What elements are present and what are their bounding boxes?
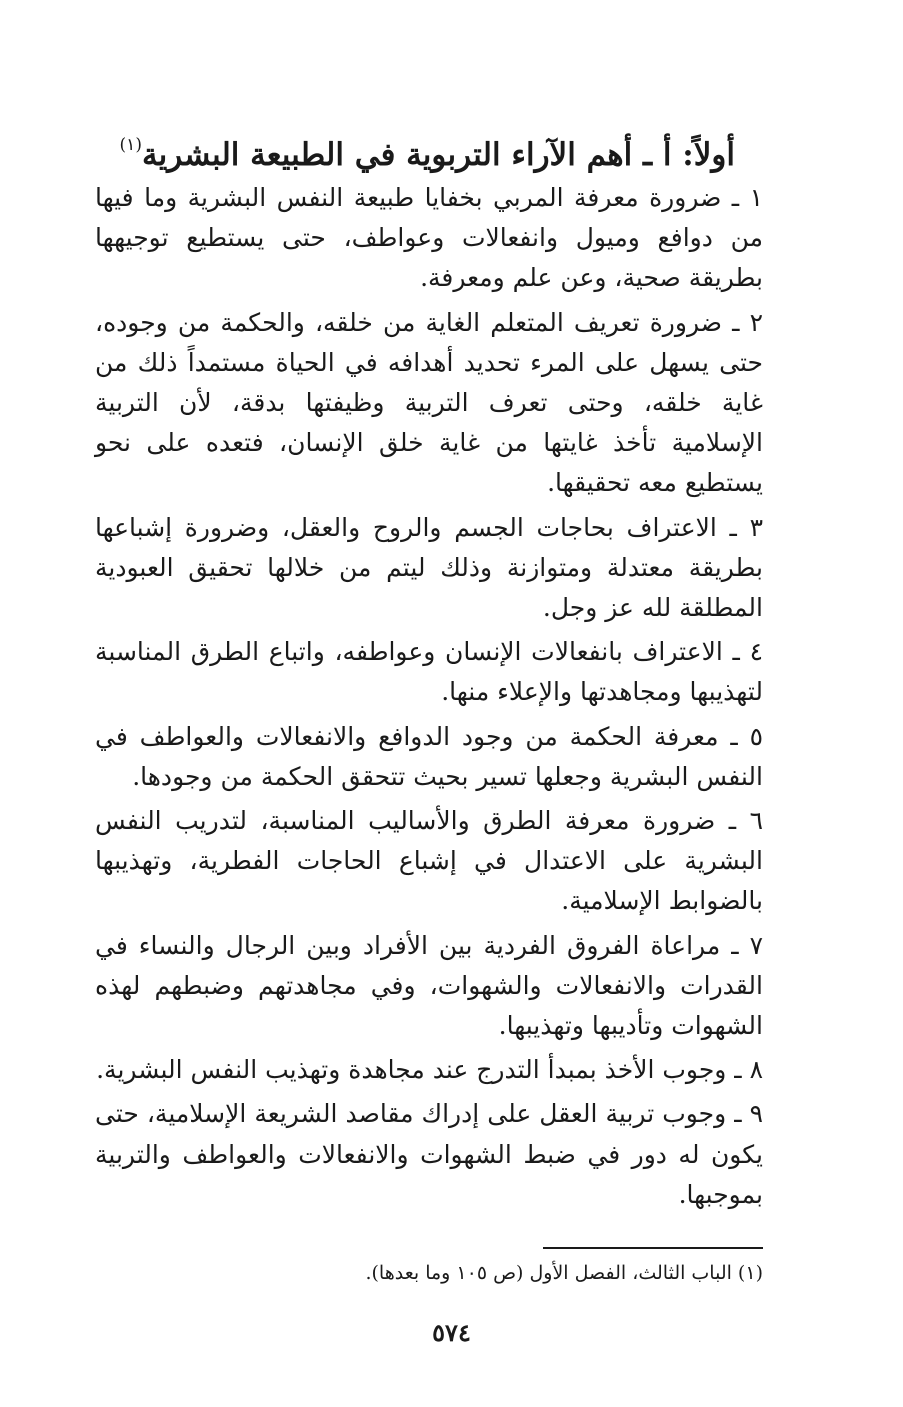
- paragraph-6: ٦ ـ ضرورة معرفة الطرق والأساليب المناسبة، لتدريب النفس البشرية على الاعتدال في إشباع الحاجات الفطرية، وتهذيبها بالضوابط الإسلامية.: [95, 806, 763, 916]
- footnote-divider: [543, 1247, 763, 1249]
- paragraph-3: ٣ ـ الاعتراف بحاجات الجسم والروح والعقل، وضرورة إشباعها بطريقة معتدلة ومتوازنة وذلك ليتم من خلالها تحقيق العبودية المطلقة لله عز وجل.: [95, 512, 763, 623]
- paragraph-4: ٤ ـ الاعتراف بانفعالات الإنسان وعواطفه، واتباع الطرق المناسبة لتهذيبها ومجاهدتها والإعلاء منها.: [95, 637, 763, 707]
- paragraph-1: ١ ـ ضرورة معرفة المربي بخفايا طبيعة النفس البشرية وما فيها من دوافع وميول وانفعالات وعواطف، حتى يستطيع توجيهها بطريقة صحية، وعن علم ومعرفة.: [95, 183, 763, 293]
- footnote: (١) الباب الثالث، الفصل الأول (ص ١٠٥ وما بعدها).: [365, 1262, 763, 1284]
- section-heading: [100, 120, 735, 180]
- paragraph-5: ٥ ـ معرفة الحكمة من وجود الدوافع والانفعالات والعواطف في النفس البشرية وجعلها تسير بحيث تتحقق الحكمة من وجودها.: [95, 721, 763, 791]
- section-heading-text: أولاً: أ ـ أهم الآراء التربوية في الطبيعة البشرية: [141, 137, 735, 173]
- paragraph-2: ٢ ـ ضرورة تعريف المتعلم الغاية من خلقه، والحكمة من وجوده، حتى يسهل على المرء تحديد أهدافه في الحياة مستمداً ذلك من غاية خلقه، وحتى تعرف التربية وظيفتها بدقة، لأن التربية الإسلامية تأخذ غايتها من غاية خلق الإنسان، فتعده على نحو يستطيع معه تحقيقها.: [95, 307, 763, 498]
- body-text: [95, 178, 763, 1219]
- paragraph-8: ٨ ـ وجوب الأخذ بمبدأ التدرج عند مجاهدة وتهذيب النفس البشرية.: [96, 1055, 763, 1085]
- footnote-marker: (١): [119, 135, 142, 155]
- paragraph-9: ٩ ـ وجوب تربية العقل على إدراك مقاصد الشريعة الإسلامية، حتى يكون له دور في ضبط الشهوات والانفعالات والعواطف والتربية بموجبها.: [95, 1099, 763, 1209]
- paragraph-7: ٧ ـ مراعاة الفروق الفردية بين الأفراد وبين الرجال والنساء في القدرات والانفعالات والشهوات، وفي مجاهدتهم وضبطهم لهذه الشهوات وتأديبها وتهذيبها.: [95, 930, 763, 1041]
- page-number: ٥٧٤: [432, 1318, 471, 1347]
